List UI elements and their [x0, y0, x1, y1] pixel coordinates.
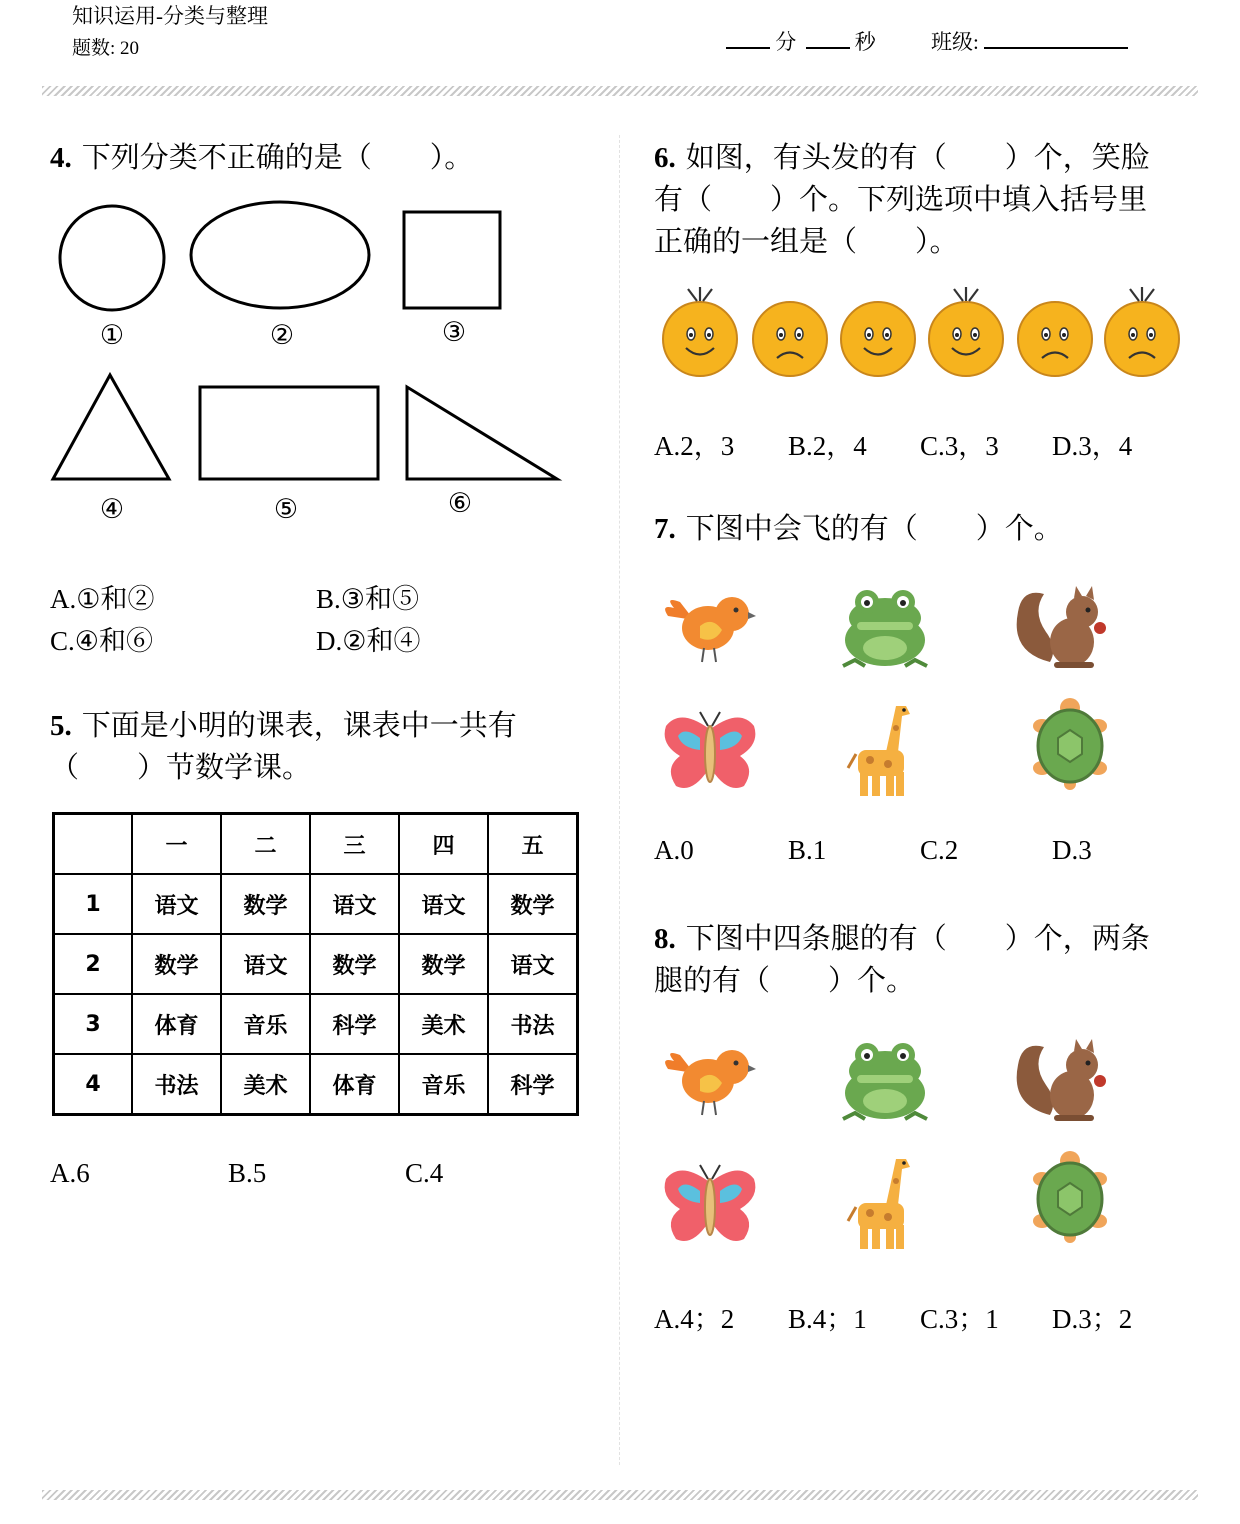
- question-number: 7.: [654, 513, 676, 545]
- butterfly-icon: [665, 1165, 756, 1241]
- table-cell: 美术: [221, 1054, 310, 1115]
- bird-icon: [665, 1050, 756, 1115]
- table-cell: 数学: [221, 874, 310, 934]
- question-5: [50, 705, 517, 789]
- table-cell: 1: [54, 874, 133, 934]
- butterfly-icon: [665, 712, 756, 788]
- class-label: 班级:: [931, 30, 979, 54]
- option-d[interactable]: D.3；2: [1052, 1304, 1133, 1334]
- table-cell: 书法: [132, 1054, 221, 1115]
- table-row: [54, 874, 578, 934]
- sad-face-icon: [1018, 302, 1092, 376]
- table-cell: 音乐: [221, 994, 310, 1054]
- option-a[interactable]: A.0: [654, 835, 694, 865]
- table-cell: 体育: [310, 1054, 399, 1115]
- smiley-face-icon: [841, 302, 915, 376]
- worksheet-title: 知识运用-分类与整理: [72, 4, 268, 28]
- giraffe-icon: [848, 1159, 910, 1249]
- giraffe-icon: [848, 706, 910, 796]
- minutes-label: 分: [775, 30, 797, 54]
- option-d[interactable]: D.3: [1052, 835, 1092, 865]
- question-number: 8.: [654, 923, 676, 955]
- sad-face-with-hair-icon: [1105, 287, 1179, 376]
- table-cell: 科学: [310, 994, 399, 1054]
- shapes-figure: [40, 195, 580, 535]
- question-4: [50, 137, 473, 179]
- question-number: 5.: [50, 710, 72, 742]
- question-number: 6.: [654, 142, 676, 174]
- footer-divider: [42, 1490, 1198, 1500]
- shape-label: ⑥: [447, 488, 473, 519]
- triangle-shape: [53, 375, 169, 479]
- table-cell: 2: [54, 934, 133, 994]
- option-b[interactable]: B.4；1: [788, 1304, 867, 1334]
- question-text: 如图，有头发的有（ ）个，笑脸: [685, 142, 1150, 174]
- frog-icon: [843, 1043, 927, 1119]
- shape-label: ②: [269, 320, 295, 351]
- table-cell: 书法: [488, 994, 578, 1054]
- option-c[interactable]: C.3；1: [920, 1304, 999, 1334]
- sad-face-icon: [753, 302, 827, 376]
- table-cell: 语文: [488, 934, 578, 994]
- question-text: 腿的有（ ）个。: [654, 965, 916, 997]
- option-a[interactable]: A.4；2: [654, 1304, 735, 1334]
- shape-label: ⑤: [273, 494, 299, 525]
- table-cell: 数学: [310, 934, 399, 994]
- seconds-label: 秒: [854, 30, 876, 54]
- option-d[interactable]: D.②和④: [316, 626, 421, 656]
- table-cell: 三: [310, 814, 399, 875]
- table-cell: 4: [54, 1054, 133, 1115]
- question-7: [654, 508, 1063, 550]
- option-d[interactable]: D.3，4: [1052, 431, 1133, 461]
- table-cell: 美术: [399, 994, 488, 1054]
- class-schedule-table: [52, 812, 579, 1116]
- frog-icon: [843, 590, 927, 666]
- table-header-row: [54, 814, 578, 875]
- question-text: 下图中四条腿的有（ ）个，两条: [685, 923, 1150, 955]
- smiley-face-with-hair-icon: [929, 287, 1003, 376]
- table-cell: 数学: [488, 874, 578, 934]
- option-b[interactable]: B.1: [788, 835, 827, 865]
- option-b[interactable]: B.③和⑤: [316, 584, 419, 614]
- table-cell: 一: [132, 814, 221, 875]
- question-text: 正确的一组是（ ）。: [654, 226, 959, 258]
- class-blank[interactable]: [984, 47, 1128, 49]
- question-6: [654, 137, 1150, 263]
- shape-label: ④: [99, 494, 125, 525]
- square-shape: [404, 212, 500, 308]
- option-c[interactable]: C.2: [920, 835, 959, 865]
- header-divider: [42, 86, 1198, 96]
- table-cell: [54, 814, 133, 875]
- faces-figure: [655, 284, 1195, 384]
- bird-icon: [665, 597, 756, 662]
- table-cell: 语文: [310, 874, 399, 934]
- score-time-fields: [726, 26, 1128, 56]
- circle-shape: [60, 206, 164, 310]
- question-count: 题数: 20: [72, 38, 140, 59]
- shape-label: ③: [441, 317, 467, 348]
- option-c[interactable]: C.3，3: [920, 431, 999, 461]
- option-c[interactable]: C.④和⑥: [50, 626, 153, 656]
- table-cell: 体育: [132, 994, 221, 1054]
- table-cell: 二: [221, 814, 310, 875]
- table-cell: 3: [54, 994, 133, 1054]
- option-c[interactable]: C.4: [405, 1158, 444, 1188]
- question-text: 下列分类不正确的是（ ）。: [81, 142, 474, 174]
- animals-figure-q7: [660, 580, 1120, 810]
- seconds-blank[interactable]: [806, 47, 850, 49]
- table-cell: 四: [399, 814, 488, 875]
- table-row: [54, 1054, 578, 1115]
- question-text: 下面是小明的课表，课表中一共有: [81, 710, 517, 742]
- ellipse-shape: [191, 202, 369, 308]
- right-triangle-shape: [407, 387, 557, 479]
- squirrel-icon: [1017, 586, 1106, 668]
- table-cell: 数学: [399, 934, 488, 994]
- option-b[interactable]: B.2，4: [788, 431, 867, 461]
- question-text: 下图中会飞的有（ ）个。: [685, 513, 1063, 545]
- turtle-icon: [1033, 1151, 1107, 1243]
- question-text: 有（ ）个。下列选项中填入括号里: [654, 184, 1148, 216]
- table-cell: 音乐: [399, 1054, 488, 1115]
- minutes-blank[interactable]: [726, 47, 770, 49]
- option-a[interactable]: A.①和②: [50, 584, 155, 614]
- table-cell: 语文: [221, 934, 310, 994]
- table-row: [54, 934, 578, 994]
- question-number: 4.: [50, 142, 72, 174]
- question-text: （ ）节数学课。: [50, 752, 312, 784]
- table-row: [54, 994, 578, 1054]
- option-a[interactable]: A.2，3: [654, 431, 735, 461]
- squirrel-icon: [1017, 1039, 1106, 1121]
- table-cell: 数学: [132, 934, 221, 994]
- column-divider: [619, 135, 620, 1465]
- question-8: [654, 918, 1150, 1002]
- table-cell: 五: [488, 814, 578, 875]
- smiley-face-with-hair-icon: [663, 287, 737, 376]
- option-a[interactable]: A.6: [50, 1158, 90, 1188]
- option-b[interactable]: B.5: [228, 1158, 267, 1188]
- rectangle-shape: [200, 387, 378, 479]
- shape-label: ①: [99, 320, 125, 351]
- turtle-icon: [1033, 698, 1107, 790]
- table-cell: 科学: [488, 1054, 578, 1115]
- table-cell: 语文: [399, 874, 488, 934]
- table-cell: 语文: [132, 874, 221, 934]
- animals-figure-q8: [660, 1033, 1120, 1263]
